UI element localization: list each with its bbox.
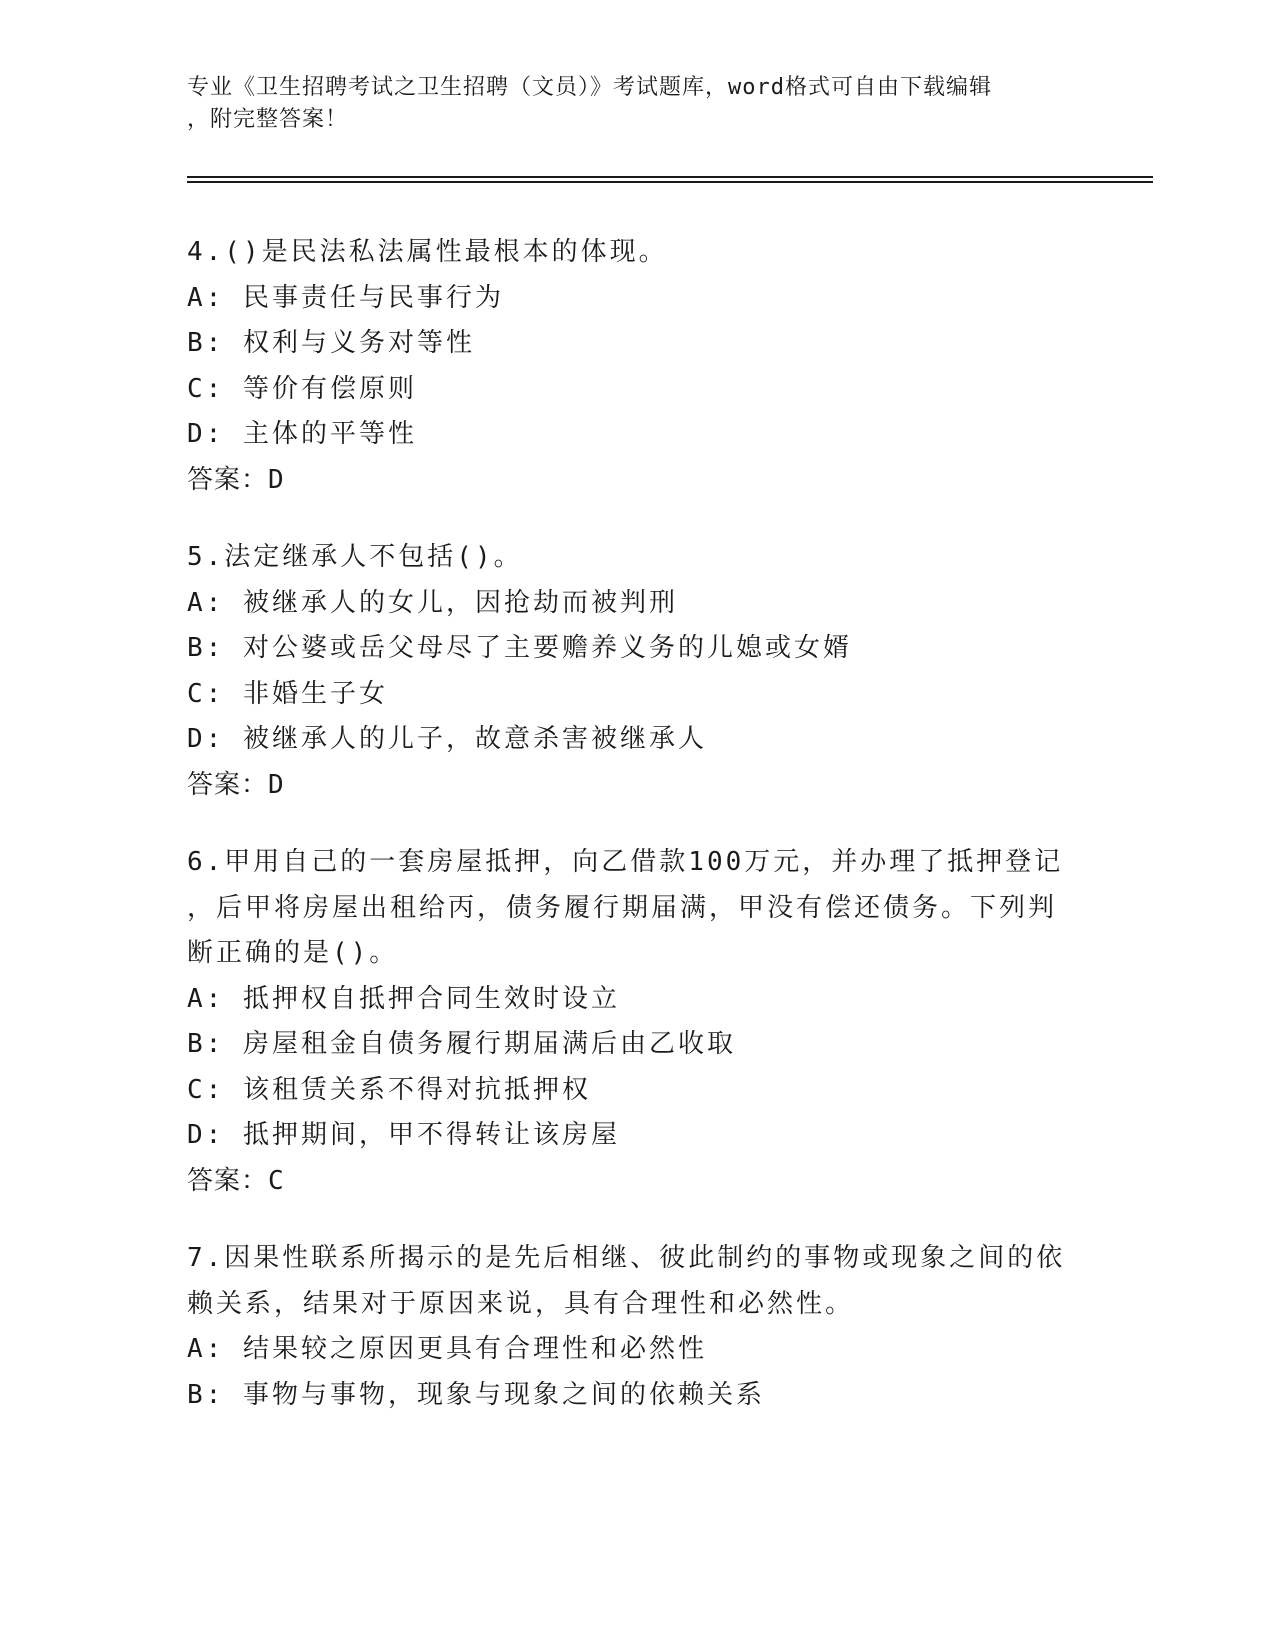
answer-value: C: [268, 1165, 285, 1196]
option-c: C: 等价有偿原则: [187, 373, 417, 404]
document-header: [187, 72, 1087, 136]
header-divider-top: [187, 176, 1153, 178]
question-stem-line-1: 7.因果性联系所揭示的是先后相继、彼此制约的事物或现象之间的依: [187, 1243, 1066, 1273]
question-6: [187, 840, 1087, 1204]
option-b: B: 对公婆或岳父母尽了主要赡养义务的儿媳或女婿: [187, 633, 852, 663]
answer-label: 答案：: [187, 464, 269, 495]
question-stem-line-2: 赖关系，结果对于原因来说，具有合理性和必然性。: [187, 1288, 855, 1319]
question-7: [187, 1236, 1087, 1418]
option-d: D: 被继承人的儿子，故意杀害被继承人: [187, 724, 707, 754]
option-a: A: 被继承人的女儿，因抢劫而被判刑: [187, 587, 678, 618]
option-b: B: 事物与事物，现象与现象之间的依赖关系: [187, 1379, 765, 1410]
answer-row: [187, 1159, 1087, 1205]
question-stem-line-3: 断正确的是()。: [187, 938, 399, 968]
question-4: [187, 230, 1087, 503]
question-stem: 4.()是民法私法属性最根本的体现。: [187, 237, 668, 267]
question-list: [187, 230, 1087, 1450]
header-divider-bottom: [187, 181, 1153, 183]
option-b: B: 权利与义务对等性: [187, 328, 475, 358]
question-stem-line-2: ，后甲将房屋出租给丙，债务履行期届满，甲没有偿还债务。下列判: [187, 892, 1058, 923]
header-line-2: ，附完整答案！: [187, 107, 349, 132]
answer-label: 答案：: [187, 1165, 269, 1196]
answer-row: [187, 763, 1087, 809]
option-a: A: 抵押权自抵押合同生效时设立: [187, 983, 620, 1014]
answer-row: [187, 458, 1087, 504]
question-stem: 5.法定继承人不包括()。: [187, 542, 523, 572]
header-line-1: 专业《卫生招聘考试之卫生招聘（文员）》考试题库，word格式可自由下载编辑: [187, 75, 992, 100]
answer-value: D: [268, 464, 285, 495]
option-c: C: 该租赁关系不得对抗抵押权: [187, 1074, 591, 1105]
option-d: D: 主体的平等性: [187, 419, 417, 449]
answer-value: D: [268, 769, 285, 800]
answer-label: 答案：: [187, 769, 269, 800]
question-5: [187, 535, 1087, 808]
option-a: A: 民事责任与民事行为: [187, 282, 504, 313]
question-stem-line-1: 6.甲用自己的一套房屋抵押，向乙借款100万元，并办理了抵押登记: [187, 847, 1064, 877]
option-d: D: 抵押期间，甲不得转让该房屋: [187, 1120, 620, 1150]
option-b: B: 房屋租金自债务履行期届满后由乙收取: [187, 1029, 736, 1059]
option-a: A: 结果较之原因更具有合理性和必然性: [187, 1334, 707, 1364]
option-c: C: 非婚生子女: [187, 678, 388, 709]
